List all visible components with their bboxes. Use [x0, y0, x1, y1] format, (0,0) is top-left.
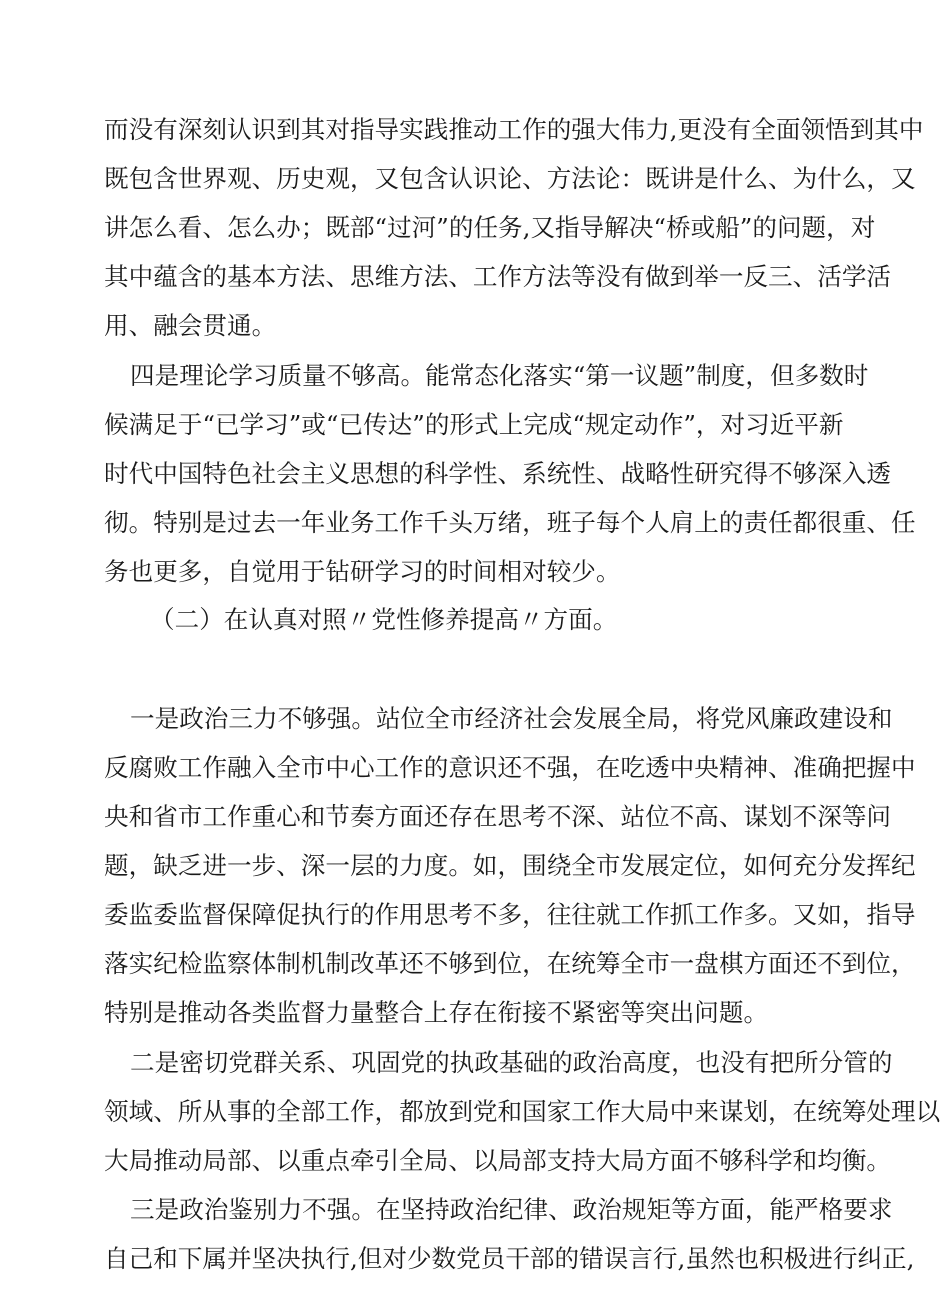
text-line-21: 大局推动局部、以重点牵引全局、以局部支持大局方面不够科学和均衡。 — [104, 1146, 892, 1175]
paragraph-start-line-22: 三是政治鉴别力不强。在坚持政治纪律、政治规矩等方面，能严格要求 — [130, 1195, 893, 1224]
text-line-4: 其中蕴含的基本方法、思维方法、工作方法等没有做到举一反三、活学活 — [104, 262, 892, 291]
paragraph-start-line-6: 四是理论学习质量不够高。能常态化落实“第一议题”制度，但多数时 — [130, 361, 869, 390]
paragraph-start-line-12: 一是政治三力不够强。站位全市经济社会发展全局，将党风廉政建设和 — [130, 704, 893, 733]
text-line-5: 用、融会贯通。 — [104, 311, 277, 340]
section-heading: （二）在认真对照〃党性修养提高〃方面。 — [150, 605, 618, 634]
text-line-18: 特别是推动各类监督力量整合上存在衔接不紧密等突出问题。 — [104, 998, 769, 1027]
text-line-20: 领域、所从事的全部工作，都放到党和国家工作大局中来谋划，在统筹处理以 — [104, 1097, 940, 1126]
text-line-7: 候满足于“已学习”或“已传达”的形式上完成“规定动作”，对习近平新 — [104, 410, 844, 439]
text-line-8: 时代中国特色社会主义思想的科学性、系统性、战略性研究得不够深入透 — [104, 459, 892, 488]
text-line-3: 讲怎么看、怎么办；既部“过河”的任务,又指导解决“桥或船”的问题，对 — [104, 213, 876, 242]
text-line-17: 落实纪检监察体制机制改革还不够到位，在统筹全市一盘棋方面还不到位， — [104, 949, 916, 978]
text-line-15: 题，缺乏进一步、深一层的力度。如，围绕全市发展定位，如何充分发挥纪 — [104, 851, 916, 880]
paragraph-start-line-19: 二是密切党群关系、巩固党的执政基础的政治高度，也没有把所分管的 — [130, 1048, 893, 1077]
text-line-9: 彻。特别是过去一年业务工作千头万绪，班子每个人肩上的责任都很重、任 — [104, 508, 916, 537]
text-line-2: 既包含世界观、历史观，又包含认识论、方法论：既讲是什么、为什么，又 — [104, 164, 916, 193]
text-line-1: 而没有深刻认识到其对指导实践推动工作的强大伟力,更没有全面领悟到其中 — [104, 115, 924, 144]
text-line-23: 自己和下属并坚决执行,但对少数党员干部的错误言行,虽然也积极进行纠正, — [104, 1244, 915, 1273]
text-line-13: 反腐败工作融入全市中心工作的意识还不强，在吃透中央精神、准确把握中 — [104, 753, 916, 782]
text-line-16: 委监委监督保障促执行的作用思考不多，往往就工作抓工作多。又如，指导 — [104, 900, 916, 929]
text-line-10: 务也更多，自觉用于钻研学习的时间相对较少。 — [104, 557, 621, 586]
text-line-14: 央和省市工作重心和节奏方面还存在思考不深、站位不高、谋划不深等问 — [104, 802, 892, 831]
